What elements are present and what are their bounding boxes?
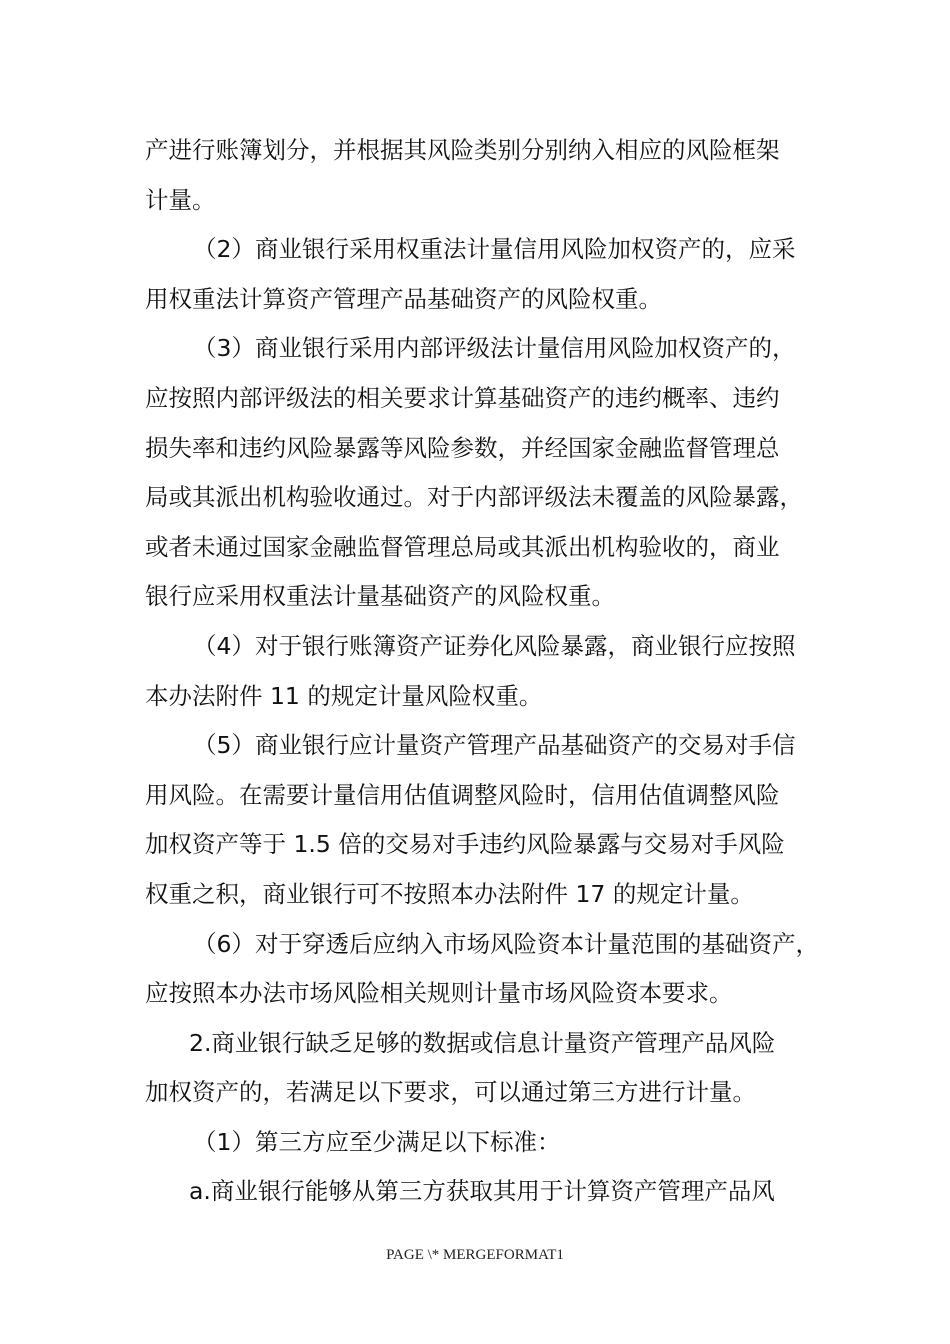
text-line: 2.商业银行缺乏足够的数据或信息计量资产管理产品风险	[189, 1028, 776, 1057]
text-line: （1）第三方应至少满足以下标准：	[193, 1127, 561, 1156]
text-line: 应按照内部评级法的相关要求计算基础资产的违约概率、违约	[145, 383, 780, 412]
text-line: 用权重法计算资产管理产品基础资产的风险权重。	[145, 284, 662, 313]
text-line: 银行应采用权重法计量基础资产的风险权重。	[145, 582, 615, 611]
text-line: 计量。	[145, 185, 216, 214]
text-line: （5）商业银行应计量资产管理产品基础资产的交易对手信	[193, 731, 796, 760]
text-line: 或者未通过国家金融监督管理总局或其派出机构验收的，商业	[145, 532, 780, 561]
text-line: 权重之积，商业银行可不按照本办法附件 17 的规定计量。	[145, 879, 754, 908]
text-line: 加权资产等于 1.5 倍的交易对手违约风险暴露与交易对手风险	[145, 830, 785, 859]
text-line: 本办法附件 11 的规定计量风险权重。	[145, 681, 543, 710]
text-line: （6）对于穿透后应纳入市场风险资本计量范围的基础资产，	[193, 929, 819, 958]
text-line: 加权资产的，若满足以下要求，可以通过第三方进行计量。	[145, 1078, 756, 1107]
body-text	[145, 126, 845, 1217]
text-line: （4）对于银行账簿资产证券化风险暴露，商业银行应按照	[193, 631, 796, 660]
text-line: 用风险。在需要计量信用估值调整风险时，信用估值调整风险	[145, 780, 780, 809]
text-line: 产进行账簿划分，并根据其风险类别分别纳入相应的风险框架	[145, 136, 780, 164]
text-line: （3）商业银行采用内部评级法计量信用风险加权资产的，	[193, 334, 796, 363]
text-line: 局或其派出机构验收通过。对于内部评级法未覆盖的风险暴露，	[145, 483, 803, 512]
page-footer: PAGE \* MERGEFORMAT1	[386, 1247, 564, 1263]
text-line: 损失率和违约风险暴露等风险参数，并经国家金融监督管理总	[145, 433, 780, 462]
text-line: a.商业银行能够从第三方获取其用于计算资产管理产品风	[189, 1177, 775, 1206]
text-line: 应按照本办法市场风险相关规则计量市场风险资本要求。	[145, 979, 733, 1008]
text-line: （2）商业银行采用权重法计量信用风险加权资产的，应采	[193, 235, 796, 264]
